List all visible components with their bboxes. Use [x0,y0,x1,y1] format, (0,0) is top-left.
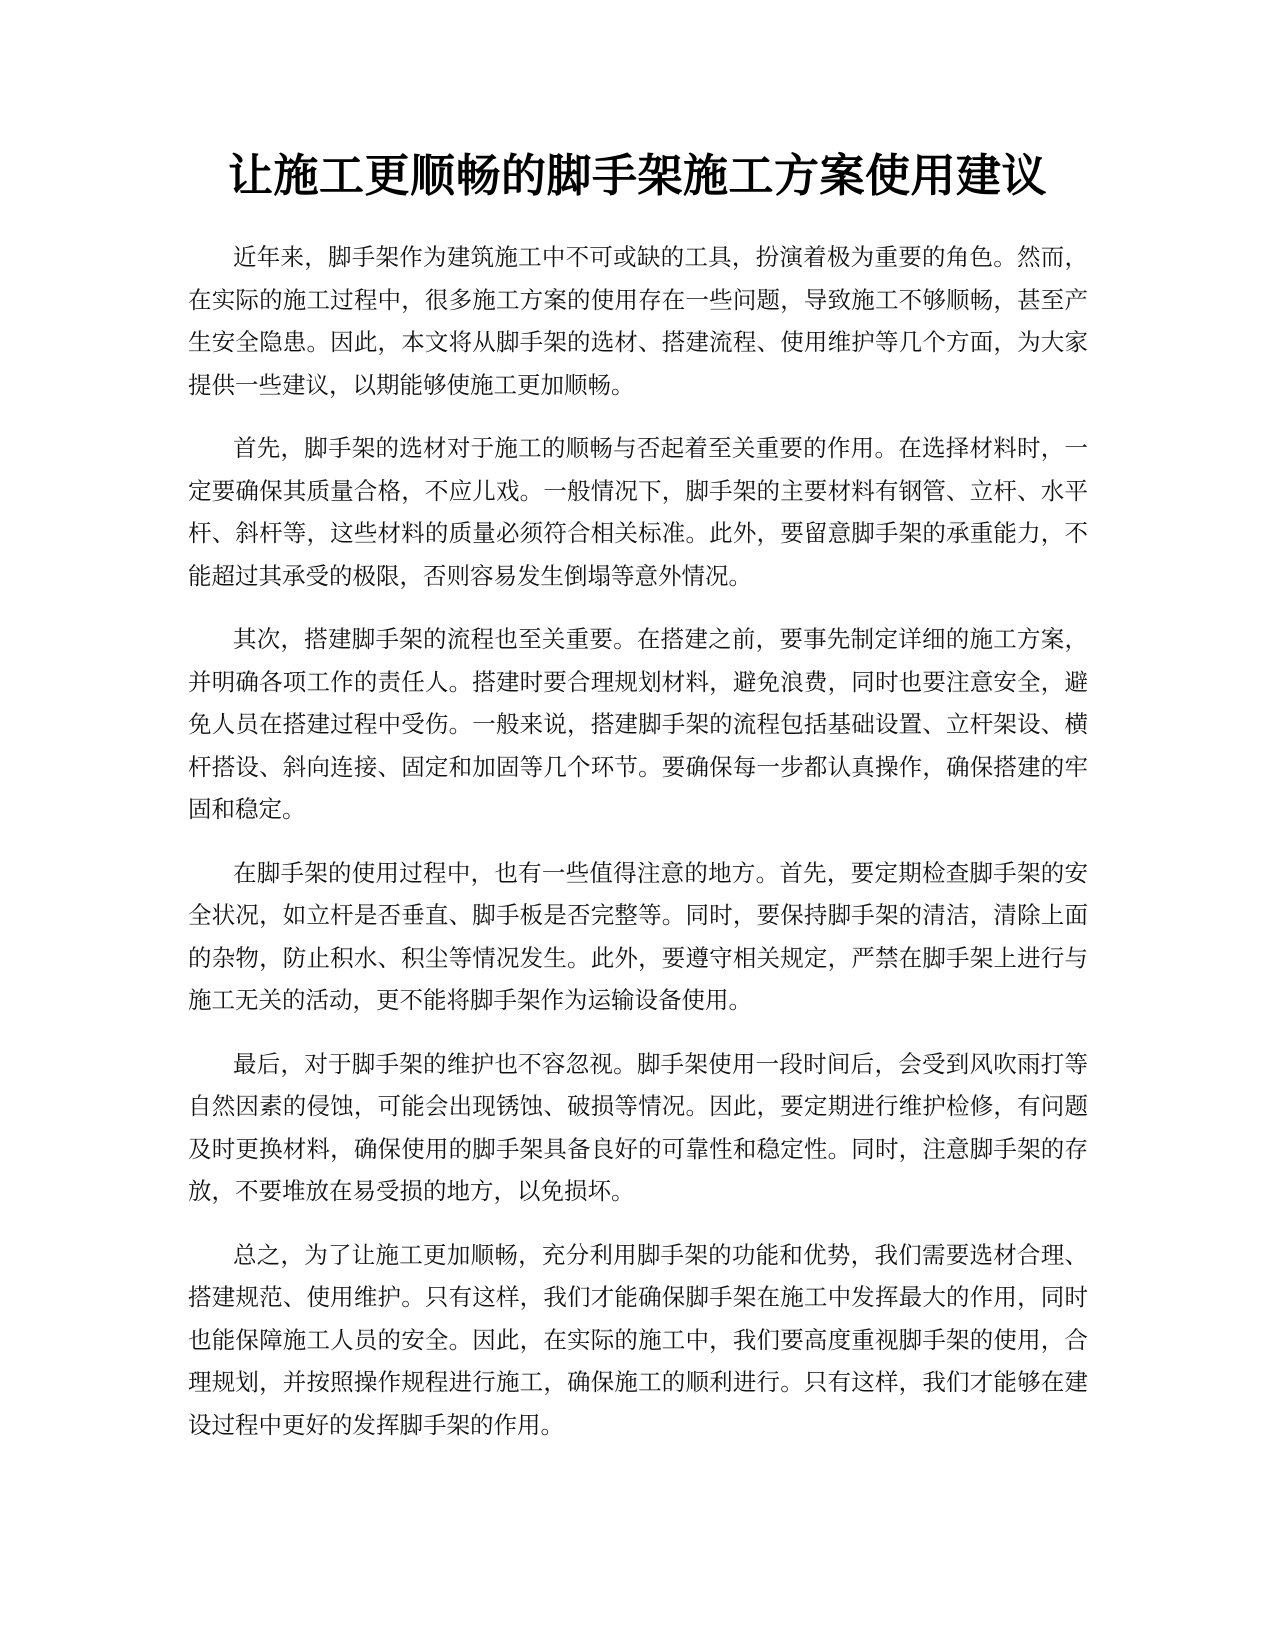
paragraph-material-selection: 首先，脚手架的选材对于施工的顺畅与否起着至关重要的作用。在选择材料时，一定要确保其质量合格，不应儿戏。一般情况下，脚手架的主要材料有钢管、立杆、水平杆、斜杆等，这些材料的质量必须符合相关标准。此外，要留意脚手架的承重能力，不能超过其承受的极限，否则容易发生倒塌等意外情况。 [188,434,1088,590]
paragraph-erection-process: 其次，搭建脚手架的流程也至关重要。在搭建之前，要事先制定详细的施工方案，并明确各项工作的责任人。搭建时要合理规划材料，避免浪费，同时也要注意安全，避免人员在搭建过程中受伤。一般来说，搭建脚手架的流程包括基础设置、立杆架设、横杆搭设、斜向连接、固定和加固等几个环节。要确保每一步都认真操作，确保搭建的牢固和稳定。 [188,625,1088,823]
paragraph-usage: 在脚手架的使用过程中，也有一些值得注意的地方。首先，要定期检查脚手架的安全状况，如立杆是否垂直、脚手板是否完整等。同时，要保持脚手架的清洁，清除上面的杂物，防止积水、积尘等情况发生。此外，要遵守相关规定，严禁在脚手架上进行与施工无关的活动，更不能将脚手架作为运输设备使用。 [188,858,1088,1014]
paragraph-conclusion: 总之，为了让施工更加顺畅，充分利用脚手架的功能和优势，我们需要选材合理、搭建规范、使用维护。只有这样，我们才能确保脚手架在施工中发挥最大的作用，同时也能保障施工人员的安全。因此，在实际的施工中，我们要高度重视脚手架的使用，合理规划，并按照操作规程进行施工，确保施工的顺利进行。只有这样，我们才能够在建设过程中更好的发挥脚手架的作用。 [188,1240,1088,1439]
paragraph-maintenance: 最后，对于脚手架的维护也不容忽视。脚手架使用一段时间后，会受到风吹雨打等自然因素的侵蚀，可能会出现锈蚀、破损等情况。因此，要定期进行维护检修，有问题及时更换材料，确保使用的脚手架具备良好的可靠性和稳定性。同时，注意脚手架的存放，不要堆放在易受损的地方，以免损坏。 [188,1049,1088,1205]
document-body [188,236,1088,1467]
document-title: 让施工更顺畅的脚手架施工方案使用建议 [227,149,1047,202]
paragraph-intro: 近年来，脚手架作为建筑施工中不可或缺的工具，扮演着极为重要的角色。然而，在实际的施工过程中，很多施工方案的使用存在一些问题，导致施工不够顺畅，甚至产生安全隐患。因此，本文将从脚手架的选材、搭建流程、使用维护等几个方面，为大家提供一些建议，以期能够使施工更加顺畅。 [188,243,1088,399]
